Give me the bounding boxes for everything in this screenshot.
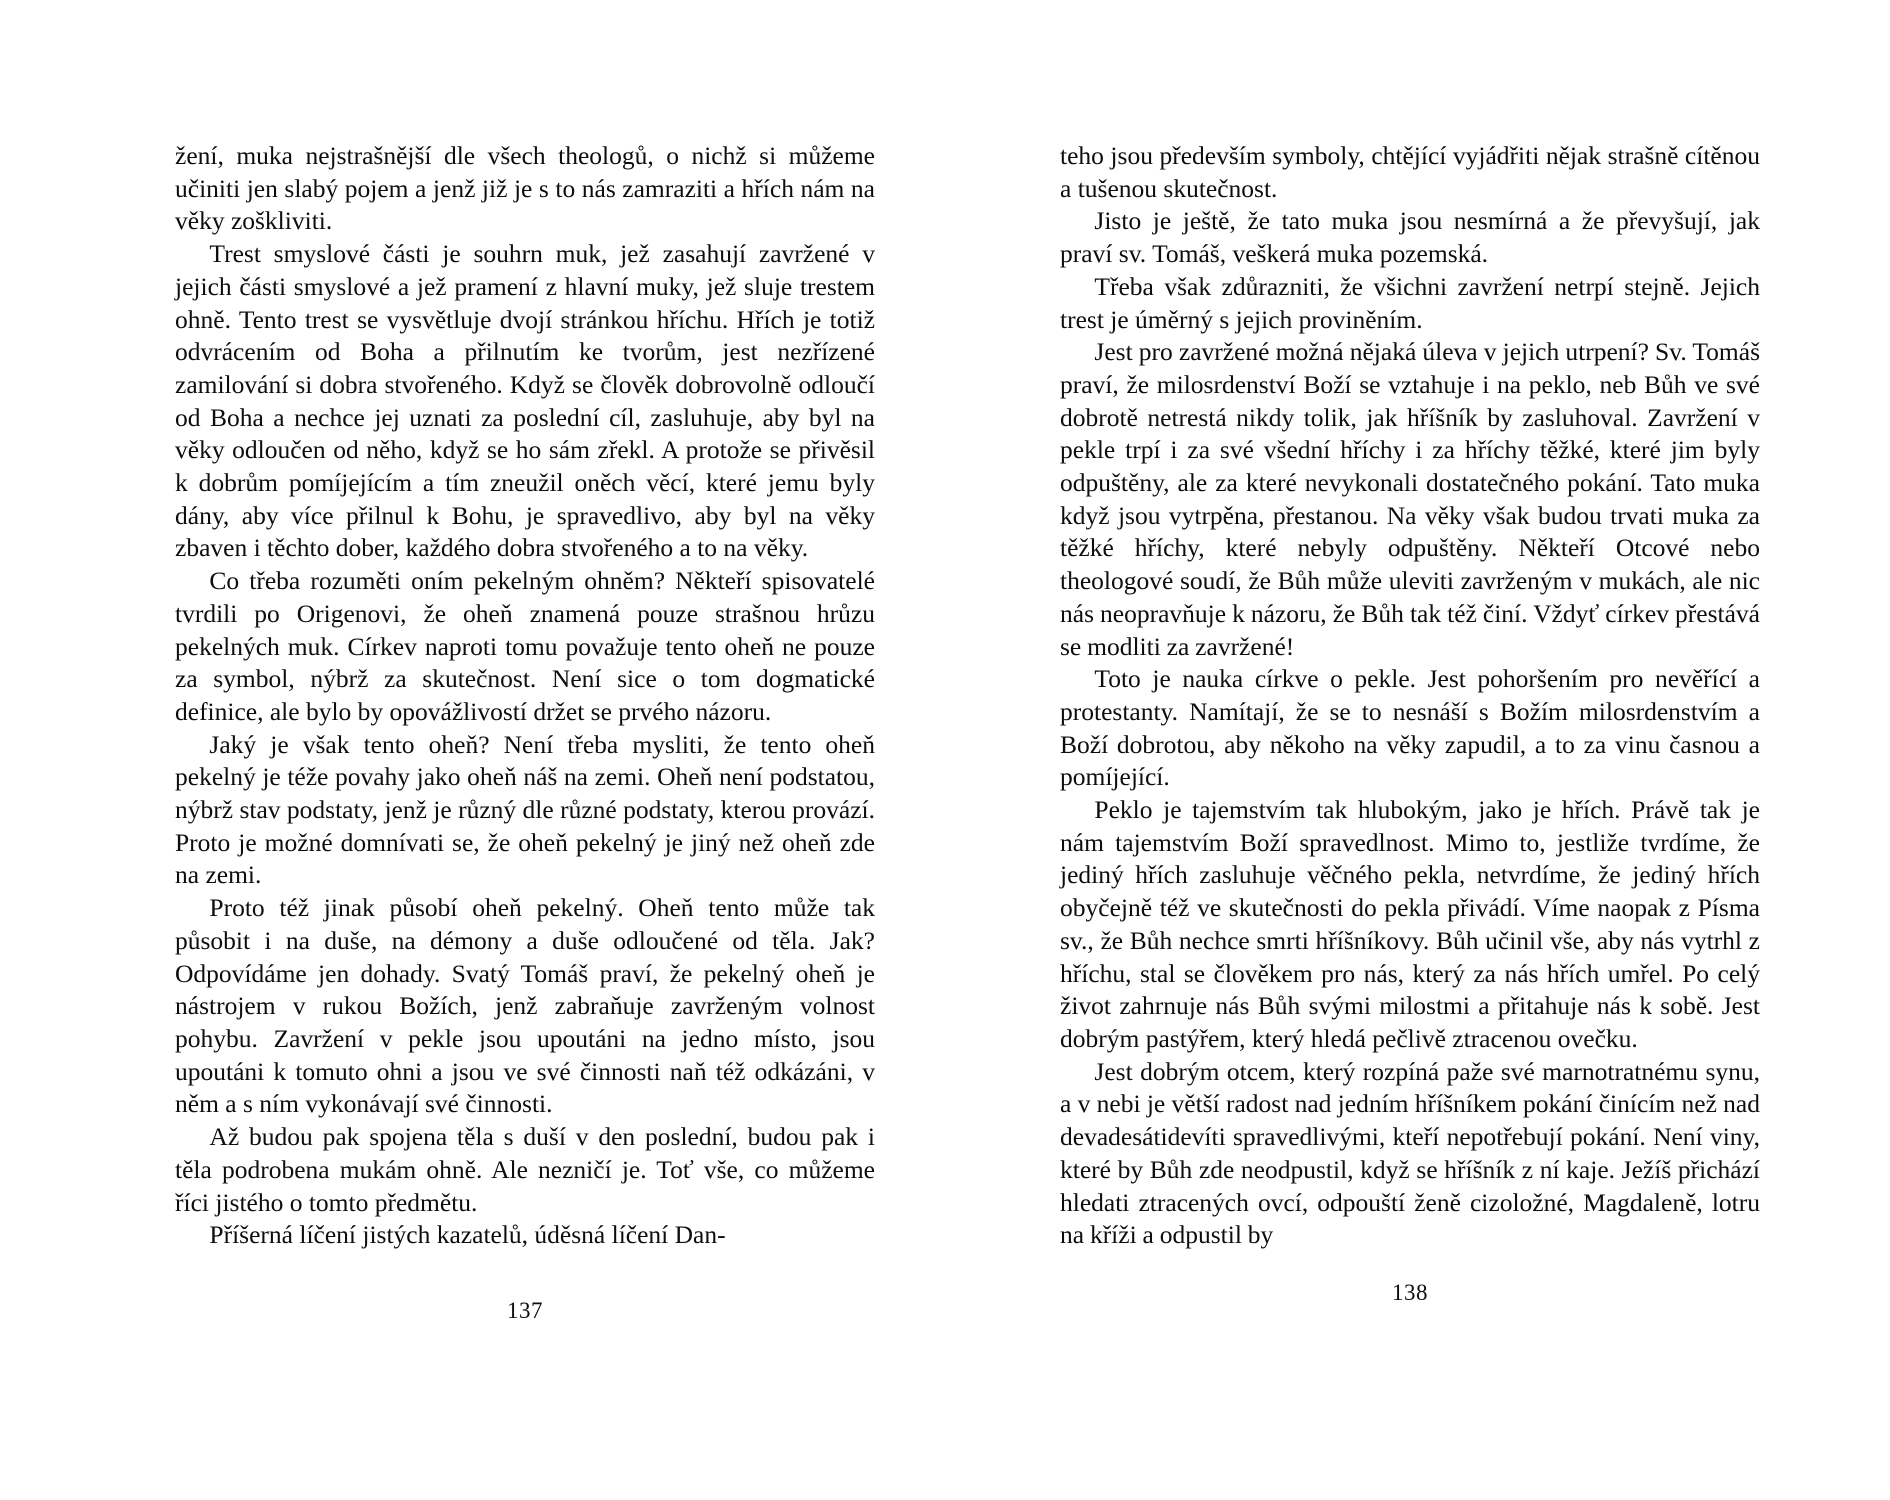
page-left-body [175, 140, 875, 1252]
page-left [175, 140, 875, 1500]
page-right [1060, 140, 1760, 1500]
paragraph: Trest smyslové části je souhrn muk, jež zasahují zavržené v jejich části smyslové a jež pramení z hlavní muky, jež sluje trestem ohně. Tento trest se vysvětluje dvojí stránkou hříchu. Hřích je totiž odvrácením od Boha a přilnutím ke tvorům, jest nezřízené zamilování si dobra stvořeného. Když se člověk dobrovolně odloučí od Boha a nechce jej uznati za poslední cíl, zasluhuje, aby byl na věky odloučen od něho, když se ho sám zřekl. A protože se přivěsil k dobrům pomíjejícím a tím zneužil oněch věcí, které jemu byly dány, aby více přilnul k Bohu, je spravedlivo, aby byl na věky zbaven i těchto dober, každého dobra stvořeného a to na věky. [175, 239, 875, 563]
paragraph: Co třeba rozuměti oním pekelným ohněm? Někteří spisovatelé tvrdili po Origenovi, že oheň znamená pouze strašnou hrůzu pekelných muk. Církev naproti tomu považuje tento oheň ne pouze za symbol, nýbrž za skutečnost. Není sice o tom dogmatické definice, ale bylo by opovážlivostí držet se prvého názoru. [175, 566, 875, 726]
paragraph: Příšerná líčení jistých kazatelů, úděsná líčení Dan- [209, 1220, 726, 1250]
paragraph: Až budou pak spojena těla s duší v den poslední, budou pak i těla podrobena mukám ohně. Ale nezničí je. Toť vše, co můžeme říci jistého o tomto předmětu. [175, 1122, 875, 1217]
paragraph: Třeba však zdůrazniti, že všichni zavržení netrpí stejně. Jejich trest je úměrný s jejich proviněním. [1060, 271, 1760, 334]
paragraph: Proto též jinak působí oheň pekelný. Oheň tento může tak působit i na duše, na démony a duše odloučené od těla. Jak? Odpovídáme jen dohady. Svatý Tomáš praví, že pekelný oheň je nástrojem v rukou Božích, jenž zabraňuje zavrženým volnost pohybu. Zavržení v pekle jsou upoutáni na jedno místo, jsou upoutáni k tomuto ohni a jsou ve své činnosti naň též odkázáni, v něm a s ním vykonávají své činnosti. [175, 893, 875, 1119]
paragraph: Jest pro zavržené možná nějaká úleva v jejich utrpení? Sv. Tomáš praví, že milosrdenství Boží se vztahuje i na peklo, neb Bůh ve své dobrotě netrestá nikdy tolik, jak hříšník by zasluhoval. Zavržení v pekle trpí i za své všední hříchy i za hříchy těžké, které jim byly odpuštěny, ale za které nevykonali dostatečného pokání. Tato muka když jsou vytrpěna, přestanou. Na věky však budou trvati muka za těžké hříchy, které nebyly odpuštěny. Někteří Otcové nebo theologové soudí, že Bůh může uleviti zavrženým v mukách, ale nic nás neopravňuje k názoru, že Bůh tak též činí. Vždyť církev přestává se modliti za zavržené! [1060, 337, 1760, 661]
paragraph: žení, muka nejstrašnější dle všech theologů, o nichž si můžeme učiniti jen slabý pojem a jenž již je s to nás zamraziti a hřích nám na věky zoškliviti. [175, 141, 875, 236]
page-number-right: 138 [1392, 1279, 1428, 1305]
page-right-body [1060, 140, 1760, 1252]
paragraph: Jest dobrým otcem, který rozpíná paže své marnotratnému synu, a v nebi je větší radost nad jedním hříšníkem pokání činícím než nad devadesátidevíti spravedlivými, kteří nepotřebují pokání. Není viny, které by Bůh zde neodpustil, když se hříšník z ní kaje. Ježíš přichází hledati ztracených ovcí, odpouští ženě cizoložné, Magdaleně, lotru na kříži a odpustil by [1060, 1056, 1760, 1250]
page-number-left: 137 [507, 1297, 543, 1323]
paragraph: Jisto je ještě, že tato muka jsou nesmírná a že převyšují, jak praví sv. Tomáš, veškerá muka pozemská. [1060, 206, 1760, 269]
paragraph: Peklo je tajemstvím tak hlubokým, jako je hřích. Právě tak je nám tajemstvím Boží spravedlnost. Mimo to, jestliže tvrdíme, že jediný hřích zasluhuje věčného pekla, netvrdíme, že jediný hřích obyčejně též ve skutečnosti do pekla přivádí. Víme naopak z Písma sv., že Bůh nechce smrti hříšníkovy. Bůh učinil vše, aby nás vytrhl z hříchu, stal se člověkem pro nás, který za nás hřích umřel. Po celý život zahrnuje nás Bůh svými milostmi a přitahuje nás k sobě. Jest dobrým pastýřem, který hledá pečlivě ztracenou ovečku. [1060, 795, 1760, 1053]
paragraph: Toto je nauka církve o pekle. Jest pohoršením pro nevěřící a protestanty. Namítají, že se to nesnáší s Božím milosrdenstvím a Boží dobrotou, aby někoho na věky zapudil, a to za vinu časnou a pomíjející. [1060, 664, 1760, 792]
paragraph: Jaký je však tento oheň? Není třeba mysliti, že tento oheň pekelný je téže povahy jako oheň náš na zemi. Oheň není podstatou, nýbrž stav podstaty, jenž je různý dle různé podstaty, kterou provází. Proto je možné domnívati se, že oheň pekelný je jiný než oheň zde na zemi. [175, 729, 875, 890]
paragraph: teho jsou především symboly, chtějící vyjádřiti nějak strašně cítěnou a tušenou skutečnost. [1060, 141, 1760, 203]
